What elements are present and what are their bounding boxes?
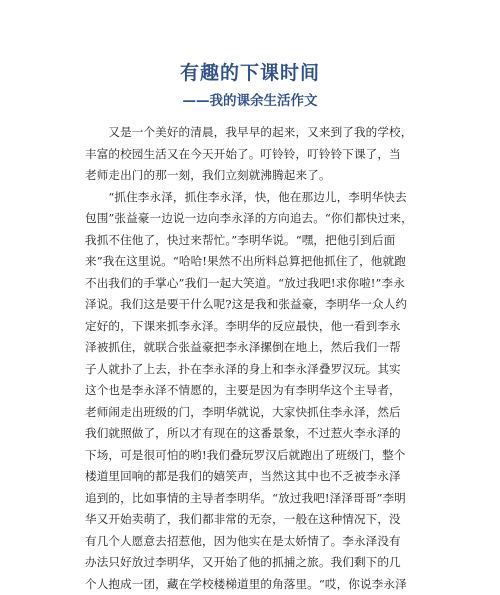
text-line: 泽说。我们这是要干什么呢?这是我和张益豪，李明华一众人约: [85, 294, 425, 316]
text-line: 老师闹走出班级的门，李明华就说，大家快抓住李永泽，然后: [85, 402, 425, 424]
text-line: 包围”张益豪一边说一边向李永泽的方向追去。“你们都快过来，: [85, 208, 425, 230]
text-line: 办法只好放过李明华，又开始了他的抓捕之旅。我们剩下的几: [85, 552, 425, 574]
text-line: 子人就扑了上去，扑在李永泽的身上和李永泽叠罗汉玩。其实: [85, 359, 425, 381]
text-line: 我们就照做了，所以才有现在的这番景象，不过惹火李永泽的: [85, 423, 425, 445]
text-line: 定好的，下课来抓李永泽。李明华的反应最快，他一看到李永: [85, 316, 425, 338]
text-line: 我抓不住他了，快过来帮忙。”李明华说。“嘿，把他引到后面: [85, 230, 425, 252]
text-line: 这个也是李永泽不情愿的，主要是因为有李明华这个主导者，: [85, 380, 425, 402]
text-line: 泽被抓住，就联合张益豪把李永泽摞倒在地上，然后我们一帮: [85, 337, 425, 359]
text-line: 不出我们的手掌心”我们一起大笑道。“放过我吧!求你啦!”李永: [85, 273, 425, 295]
page-title: 有趣的下课时间: [0, 58, 500, 85]
text-line: 下场，可是很可怕的哟!我们叠玩罗汉后就跑出了班级门，整个: [85, 445, 425, 467]
text-line: 丰富的校园生活又在今天开始了。叮铃铃，叮铃铃下课了，当: [85, 144, 425, 166]
text-line: 有几个人愿意去招惹他，因为他实在是太娇情了。李永泽没有: [85, 531, 425, 553]
text-line: 又是一个美好的清晨，我早早的起来，又来到了我的学校，: [85, 122, 425, 144]
text-line: “抓住李永泽，抓住李永泽，快，他在那边儿，李明华快去: [85, 187, 425, 209]
text-line: 个人抱成一团，藏在学校楼梯道里的角落里。“哎，你说李永泽: [85, 574, 425, 595]
text-line: 老师走出门的那一刻，我们立刻就沸腾起来了。: [85, 165, 425, 187]
text-line: 追到的，比如事情的主导者李明华。“放过我吧!泽泽哥哥”李明: [85, 488, 425, 510]
page-subtitle: ——我的课余生活作文: [0, 89, 500, 109]
text-line: 华又开始卖萌了，我们都非常的无奈，一般在这种情况下，没: [85, 509, 425, 531]
text-line: 来”我在这里说。“哈哈!果然不出所料总算把他抓住了，他就跑: [85, 251, 425, 273]
essay-body: [85, 122, 425, 595]
text-line: 楼道里回响的都是我们的嬉笑声，当然这其中也不乏被李永泽: [85, 466, 425, 488]
